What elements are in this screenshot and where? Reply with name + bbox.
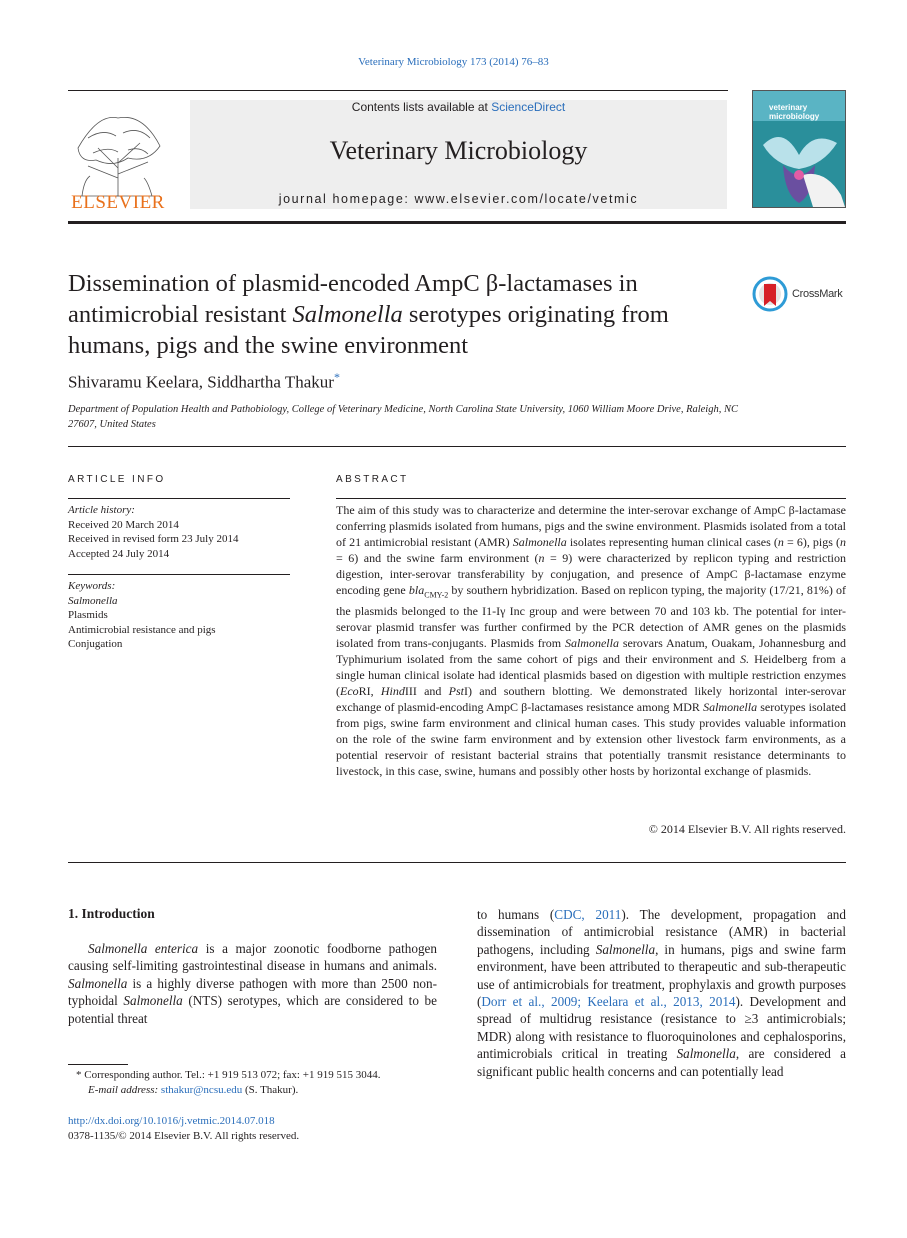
corresponding-footnote: * Corresponding author. Tel.: +1 919 513 072; fax: +1 919 515 3044.: [76, 1069, 381, 1081]
cover-title-2: microbiology: [769, 112, 820, 121]
abstract-text: The aim of this study was to characterize and determine the inter-serovar exchange of AmpC β-lactamase conferring plasmids isolated from humans, pigs and the swine environment. Plasmids isolated from a total of 21 antimicrobial resistant (AMR) Salmonella isolates representing human clinical cases (n = 6), pigs (n = 6) and the swine farm environment (n = 9) were characterized by replicon typing and restriction digestion, inter-serovar transferability by conjugation, and presence of AmpC β-lactamase enzyme encoding gene bla$_{CMY-2}$ by southern hybridization. Based on replicon typing, the majority (17/21, 81%) of the plasmids belonged to the I1-Iγ Inc group and were between 70 and 103 kb. The potential for inter-serovar plasmid transfer was further confirmed by the PCR detection of AMR genes on the plasmids isolated from trans-conjugants. Plasmids from Salmonella serovars Anatum, Ouakam, Johannesburg and Typhimurium isolated from the same cohort of pigs and their environment and S. Heidelberg from a single human clinical isolate had identical plasmids based on digestion with multiple restriction enzymes (EcoRI, HindIII and PstI) and southern blotting. We demonstrated likely horizontal inter-serovar exchange of plasmid-encoding AmpC β-lactamases resistance among MDR Salmonella serotypes isolated from pigs, swine farm environment and clinical human cases. This study provides valuable information on the role of the swine farm environment and by extension other livestock farm environments, as a potential reservoir of resistant bacterial strains that potentially transmit resistance determinants to livestock, in this case, swine, humans and possibly other hosts by horizontal exchange of plasmids.: [336, 503, 847, 779]
authors-text: Shivaramu Keelara, Siddhartha Thakur: [68, 372, 334, 392]
intro-left-column: Salmonella enterica is a major zoonotic foodborne pathogen causing self-limiting gastrointestinal disease in humans and animals. Salmonella is a highly diverse pathogen with more than 2500 non-typhoidal Salmonella (NTS) serotypes, which are considered to be potential threat: [68, 941, 438, 1026]
article-info-heading: ARTICLE INFO: [68, 474, 166, 485]
keyword-item: Salmonella: [68, 594, 118, 607]
keyword-item: Plasmids: [68, 609, 108, 622]
sciencedirect-link[interactable]: ScienceDirect: [491, 100, 566, 114]
author-list: [68, 370, 768, 393]
cover-art: [753, 125, 845, 207]
affiliation: Department of Population Health and Pathobiology, College of Veterinary Medicine, North Carolina State University, 1060 William Moore Drive, Raleigh, NC 27607, United States: [68, 404, 738, 430]
title-part-2: serotypes originating from humans, pigs and the swine environment: [68, 301, 669, 359]
journal-citation[interactable]: Veterinary Microbiology 173 (2014) 76–83: [358, 56, 549, 68]
crossmark-label: CrossMark: [792, 288, 843, 300]
header-rule: [68, 90, 728, 91]
cover-title-1: veterinary: [769, 103, 808, 112]
citation-link[interactable]: CDC, 2011: [554, 907, 622, 922]
title-italic: Salmonella: [292, 301, 403, 328]
journal-name: Veterinary Microbiology: [329, 136, 588, 165]
email-link[interactable]: sthakur@ncsu.edu: [160, 1084, 243, 1096]
abstract-rule: [336, 498, 846, 499]
article-info-rule: [68, 498, 290, 499]
abstract-copyright: © 2014 Elsevier B.V. All rights reserved.: [648, 822, 846, 836]
journal-cover-thumbnail[interactable]: [752, 90, 846, 208]
contents-prefix: Contents lists available at: [351, 100, 492, 114]
issn-line: 0378-1135/© 2014 Elsevier B.V. All rights reserved.: [68, 1130, 300, 1142]
abstract-heading: ABSTRACT: [336, 474, 409, 485]
keywords-label: Keywords:: [68, 580, 116, 592]
abstract-end-rule: [68, 862, 846, 863]
article-history: [68, 503, 290, 561]
crossmark-icon: [752, 276, 788, 312]
citation-link[interactable]: Dorr et al., 2009; Keelara et al., 2013, 2014: [481, 994, 736, 1010]
crossmark-badge[interactable]: [752, 276, 852, 312]
header-thick-rule: [68, 221, 846, 224]
accepted-date: Accepted 24 July 2014: [68, 547, 170, 560]
revised-date: Received in revised form 23 July 2014: [68, 533, 239, 546]
keywords-rule: [68, 574, 290, 575]
received-date: Received 20 March 2014: [68, 518, 179, 531]
section-heading-introduction: 1. Introduction: [68, 906, 155, 921]
keyword-item: Antimicrobial resistance and pigs: [68, 623, 216, 636]
article-title: [68, 268, 738, 361]
footnote-rule: [68, 1064, 128, 1065]
doi-link[interactable]: http://dx.doi.org/10.1016/j.vetmic.2014.07.018: [68, 1115, 275, 1127]
title-block-rule: [68, 446, 846, 447]
history-label: Article history:: [68, 504, 135, 516]
journal-homepage[interactable]: journal homepage: www.elsevier.com/locate/vetmic: [278, 192, 639, 206]
keyword-item: Conjugation: [68, 638, 123, 651]
intro-right-column: to humans (CDC, 2011). The development, propagation and dissemination of antimicrobial resistance (AMR) in bacterial pathogens, including Salmonella, in humans, pigs and swine farm environment, have been attributed to therapeutic and sub-therapeutic use of antimicrobials for treatment, prophylaxis and growth purposes (Dorr et al., 2009; Keelara et al., 2013, 2014). Development and spread of multidrug resistance (resistance to ≥3 antimicrobials; MDR) along with resistance to fluoroquinolones and cephalosporins, antimicrobials critical in treating Salmonella, are considered a significant public health concerns and can potentially lead: [477, 907, 847, 1079]
elsevier-wordmark: ELSEVIER: [71, 192, 165, 213]
title-part-1: Dissemination of plasmid-encoded AmpC β-lactamases in antimicrobial resistant: [68, 270, 638, 328]
email-footnote: E-mail address: sthakur@ncsu.edu (S. Thakur).: [88, 1084, 299, 1096]
corresponding-author-mark[interactable]: *: [333, 370, 340, 384]
keywords-block: [68, 579, 290, 652]
contents-line: [190, 100, 727, 114]
